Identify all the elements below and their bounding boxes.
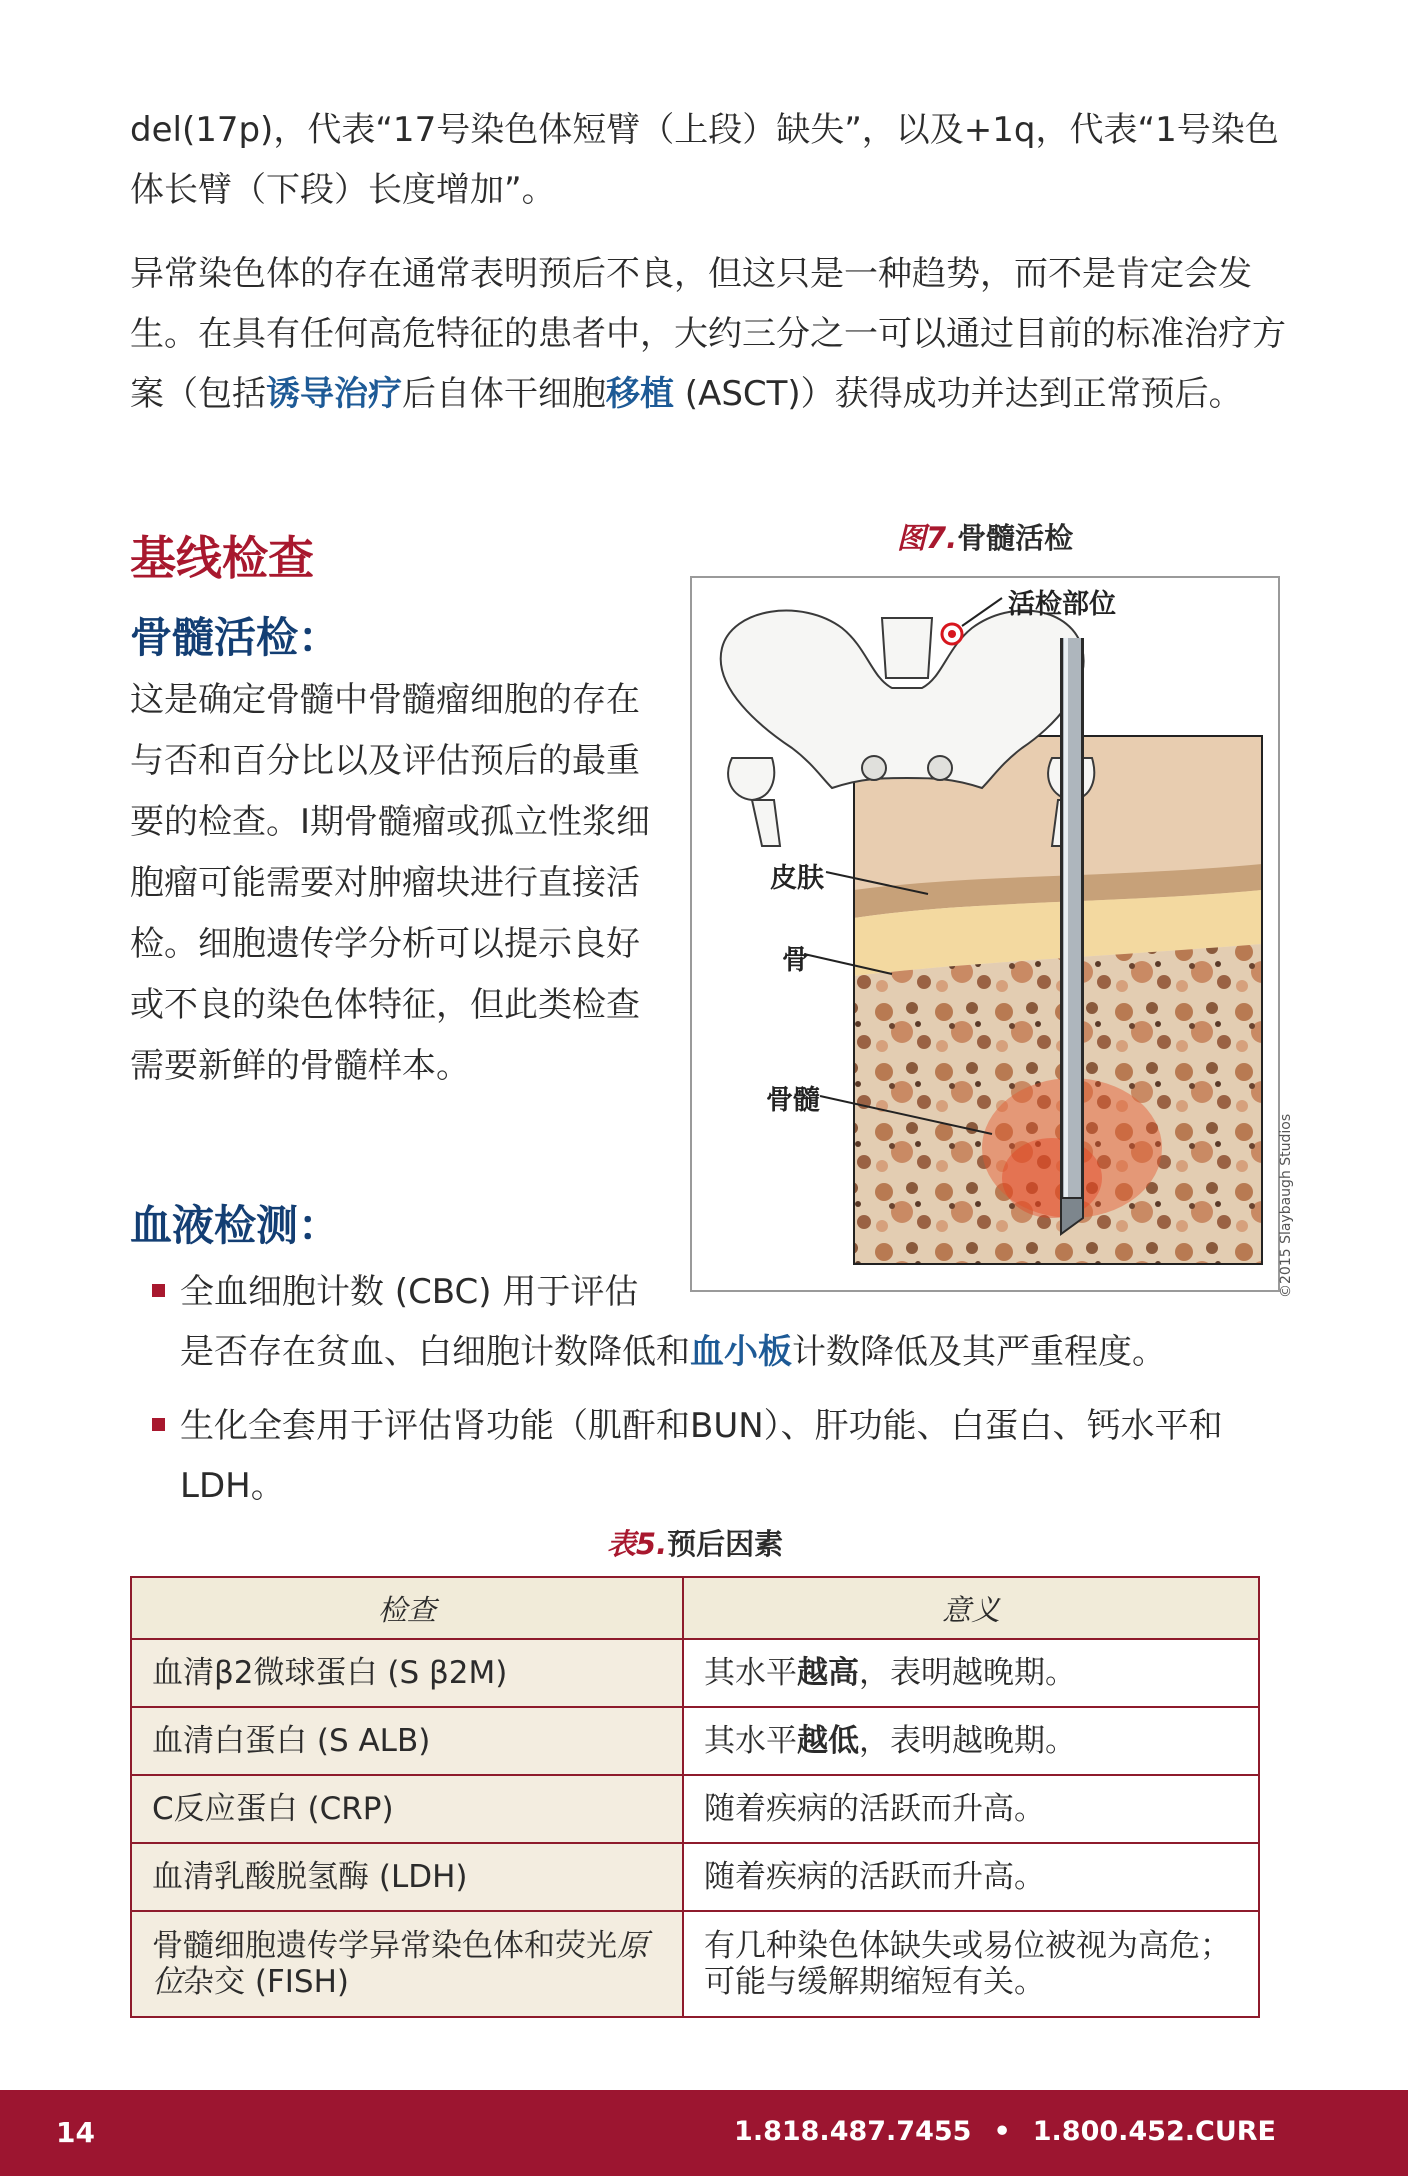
- phone-number-2[interactable]: 1.800.452.CURE: [1032, 2116, 1276, 2147]
- cbc-text-end: 计数降低及其严重程度。: [792, 1332, 1166, 1372]
- intro-paragraph-2: [130, 244, 1300, 424]
- blood-tests-heading: 血液检测：: [130, 1201, 341, 1250]
- bullet-text-cbc-b: [152, 1322, 1300, 1382]
- figure-label: 图7.: [896, 521, 958, 555]
- biopsy-illustration: [692, 578, 1280, 1292]
- table-row: [131, 1707, 1259, 1775]
- test-italic: 原位: [152, 1928, 648, 2000]
- intro-text-2b: 后自体干细胞: [402, 374, 606, 414]
- glossary-link-transplant[interactable]: 移植: [606, 374, 674, 414]
- cell-meaning: 随着疾病的活跃而升高。: [683, 1843, 1259, 1911]
- table-caption: [130, 1522, 1260, 1563]
- table-row: [131, 1843, 1259, 1911]
- test-text: 杂交 (FISH): [183, 1964, 350, 2000]
- cell-test: 血清β2微球蛋白 (S β2M): [131, 1639, 683, 1707]
- bone-marrow-heading: 骨髓活检：: [130, 613, 341, 662]
- figure-title: 骨髓活检: [957, 521, 1074, 555]
- table-title: 预后因素: [667, 1527, 784, 1561]
- cell-test: C反应蛋白 (CRP): [131, 1775, 683, 1843]
- table-header-row: [131, 1577, 1259, 1639]
- footer-bar: [0, 2090, 1408, 2176]
- cbc-text-cont: 是否存在贫血、白细胞计数降低和: [180, 1332, 690, 1372]
- glossary-link-induction[interactable]: 诱导治疗: [266, 374, 402, 414]
- separator-dot: •: [993, 2116, 1011, 2147]
- table-row: [131, 1911, 1259, 2017]
- meaning-text: 其水平: [704, 1655, 797, 1691]
- footer-phones: [734, 2116, 1276, 2147]
- meaning-emphasis: 越低: [797, 1723, 859, 1759]
- meaning-text: ，表明越晚期。: [859, 1655, 1076, 1691]
- cell-test: [131, 1911, 683, 2017]
- cell-test: 血清白蛋白 (S ALB): [131, 1707, 683, 1775]
- bullet-item-chem: [152, 1396, 1300, 1516]
- glossary-link-platelets[interactable]: 血小板: [690, 1332, 792, 1372]
- header-test: 检查: [131, 1577, 683, 1639]
- label-bone: 骨: [782, 945, 809, 976]
- meaning-text: 其水平: [704, 1723, 797, 1759]
- phone-number-1[interactable]: 1.818.487.7455: [734, 2116, 972, 2147]
- bullet-item-cbc: [152, 1262, 670, 1322]
- table-label: 表5.: [606, 1527, 668, 1561]
- meaning-text: ，表明越晚期。: [859, 1723, 1076, 1759]
- label-marrow: 骨髓: [766, 1085, 820, 1116]
- bullet-square-icon: [152, 1418, 165, 1431]
- test-text: 骨髓细胞遗传学异常染色体和荧光: [152, 1928, 617, 1964]
- bullet-text-cbc-a: 全血细胞计数 (CBC) 用于评估: [180, 1272, 639, 1312]
- intro-text-2c: (ASCT)）获得成功并达到正常预后。: [674, 374, 1243, 414]
- bullet-text-chem: 生化全套用于评估肾功能（肌酐和BUN）、肝功能、白蛋白、钙水平和LDH。: [180, 1406, 1223, 1506]
- table-row: [131, 1639, 1259, 1707]
- bullet-item-cbc-continued: [152, 1322, 1300, 1382]
- cell-meaning: 随着疾病的活跃而升高。: [683, 1775, 1259, 1843]
- cell-meaning: [683, 1639, 1259, 1707]
- intro-text-2a: 异常染色体的存在通常表明预后不良，但这只是一种趋势，而不是肯定会发生。在具有任何高危特征的患者中，大约三分之一可以通过目前的标准治疗方案（包括: [130, 254, 1286, 414]
- bone-marrow-biopsy-figure: [690, 576, 1280, 1292]
- cell-meaning: [683, 1707, 1259, 1775]
- cell-meaning: 有几种染色体缺失或易位被视为高危；可能与缓解期缩短有关。: [683, 1911, 1259, 2017]
- intro-text-1: del(17p)，代表“17号染色体短臂（上段）缺失”，以及+1q，代表“1号染色体长臂（下段）长度增加”。: [130, 110, 1279, 210]
- header-meaning: 意义: [683, 1577, 1259, 1639]
- figure-credit-text: ©2015 Slaybaugh Studios: [1278, 1113, 1294, 1298]
- intro-paragraph-1: [130, 100, 1300, 220]
- cell-test: 血清乳酸脱氢酶 (LDH): [131, 1843, 683, 1911]
- meaning-emphasis: 越高: [797, 1655, 859, 1691]
- label-biopsy-site: 活检部位: [1008, 589, 1116, 620]
- prognostic-factors-table: [130, 1576, 1260, 2018]
- page-number: 14: [56, 2116, 95, 2149]
- bone-marrow-text: 这是确定骨髓中骨髓瘤细胞的存在与否和百分比以及评估预后的最重要的检查。I期骨髓瘤或孤立性浆细胞瘤可能需要对肿瘤块进行直接活检。细胞遗传学分析可以提示良好或不良的染色体特征，但此类检查需要新鲜的骨髓样本。: [130, 680, 651, 1086]
- table-row: [131, 1775, 1259, 1843]
- section-heading: 基线检查: [130, 531, 314, 585]
- label-skin: 皮肤: [770, 863, 824, 894]
- bullet-square-icon: [152, 1284, 165, 1297]
- figure-caption: [690, 516, 1280, 557]
